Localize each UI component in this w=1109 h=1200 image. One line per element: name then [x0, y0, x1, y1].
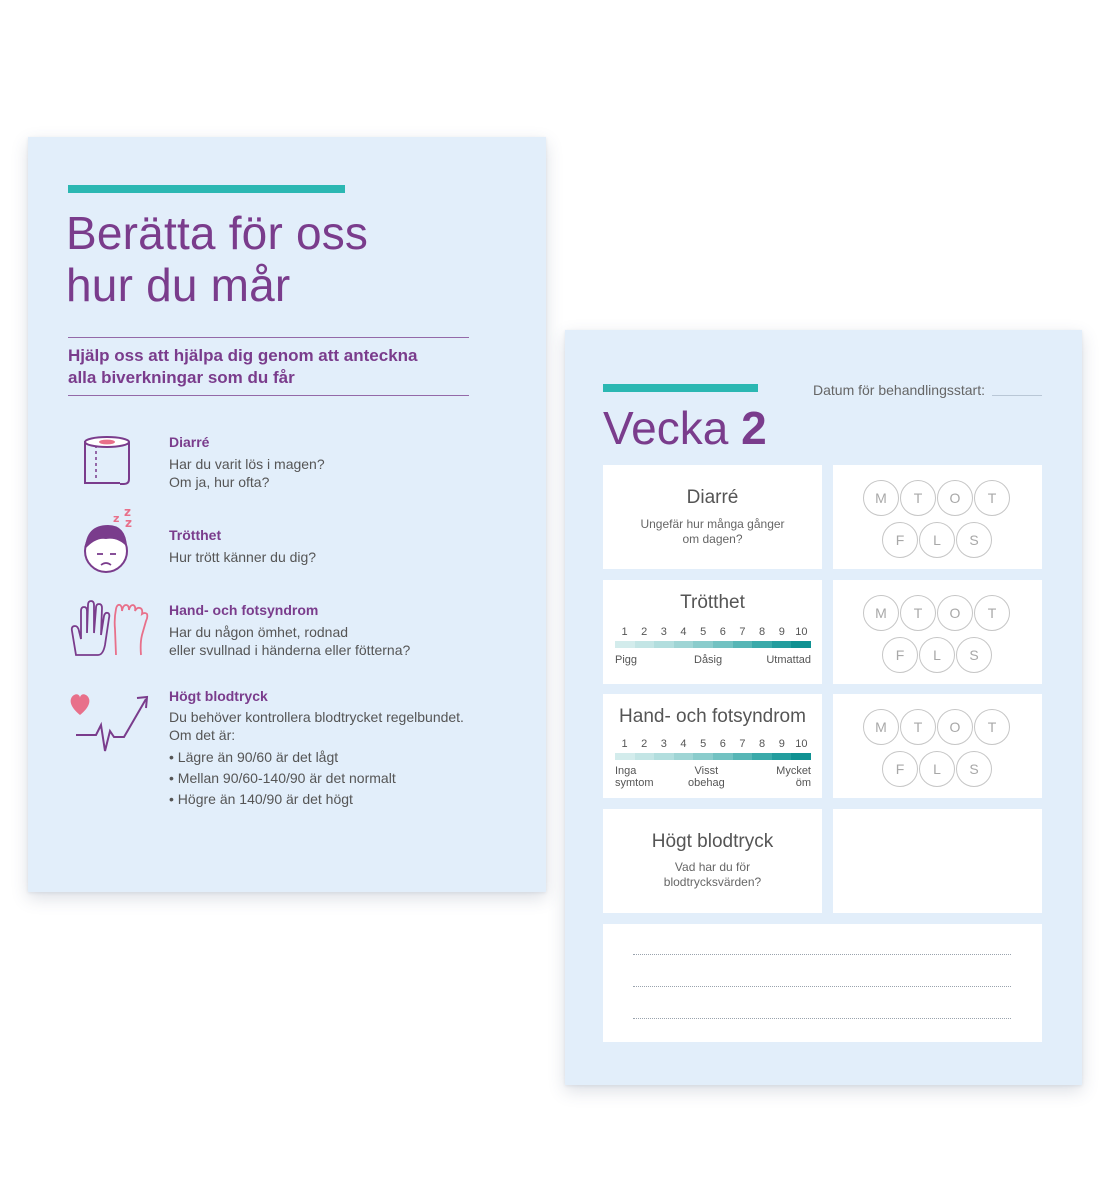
day-circle[interactable]: F: [882, 637, 918, 673]
hand-box: [603, 694, 822, 798]
day-circle[interactable]: T: [900, 480, 936, 516]
blodtryck-question: [603, 860, 822, 890]
item-line: Du behöver kontrollera blodtrycket regelbundet.: [169, 709, 464, 725]
day-circle[interactable]: L: [919, 751, 955, 787]
tired-face-icon: [80, 503, 144, 583]
scale-label-mid: Dåsig: [694, 654, 723, 666]
day-circle[interactable]: M: [863, 480, 899, 516]
item-line: Om ja, hur ofta?: [169, 474, 270, 490]
scale-number[interactable]: 1: [621, 738, 628, 750]
item-title-blodtryck: Högt blodtryck: [169, 688, 268, 704]
scale-segment: [654, 753, 674, 760]
divider-top: [68, 337, 469, 338]
scale-number[interactable]: 6: [719, 738, 726, 750]
day-circle[interactable]: M: [863, 595, 899, 631]
label-line: obehag: [688, 777, 725, 789]
scale-numbers: [615, 626, 811, 638]
start-date-label: Datum för behandlingsstart:: [813, 382, 985, 398]
label-line: symtom: [615, 777, 654, 789]
bp-bullet-list: [169, 747, 464, 810]
scale-number[interactable]: 5: [700, 626, 707, 638]
day-circle[interactable]: O: [937, 480, 973, 516]
svg-text:z: z: [125, 516, 132, 530]
subtitle-line-2: alla biverkningar som du får: [68, 368, 295, 387]
question-line: Ungefär hur många gånger: [640, 517, 785, 531]
item-line: Har du någon ömhet, rodnad: [169, 624, 349, 640]
scale-segment: [752, 641, 772, 648]
scale-segment: [615, 641, 635, 648]
scale-number[interactable]: 5: [700, 738, 707, 750]
notes-line[interactable]: [633, 954, 1011, 955]
scale-number[interactable]: 4: [680, 626, 687, 638]
scale-segment: [733, 753, 753, 760]
day-circle[interactable]: T: [974, 480, 1010, 516]
scale-label-right: [776, 765, 811, 789]
item-text-blodtryck: [169, 708, 464, 810]
label-line: Visst: [694, 765, 719, 777]
bullet-normal: • Mellan 90/60-140/90 är det normalt: [169, 768, 464, 789]
svg-text:z: z: [124, 505, 131, 519]
blodtryck-entry-box[interactable]: [833, 809, 1042, 913]
blodtryck-box: [603, 809, 822, 913]
diarre-box: [603, 465, 822, 569]
info-card: [28, 137, 546, 892]
day-circle[interactable]: M: [863, 709, 899, 745]
scale-number[interactable]: 4: [680, 738, 687, 750]
day-circle[interactable]: S: [956, 522, 992, 558]
scale-label-left: [615, 765, 654, 789]
blodtryck-title: Högt blodtryck: [651, 831, 774, 852]
scale-segment: [674, 753, 694, 760]
question-line: om dagen?: [682, 532, 743, 546]
scale-number[interactable]: 9: [778, 738, 785, 750]
scale-segment: [654, 641, 674, 648]
trotthet-box: [603, 580, 822, 684]
day-circle[interactable]: F: [882, 522, 918, 558]
day-circle[interactable]: O: [937, 595, 973, 631]
scale-segment: [693, 753, 713, 760]
hand-days-box: [833, 694, 1042, 798]
start-date-field[interactable]: [992, 395, 1042, 396]
scale-number[interactable]: 8: [759, 738, 766, 750]
scale-numbers: [615, 738, 811, 750]
item-text-trotthet: [169, 548, 316, 566]
scale-segment: [772, 641, 792, 648]
day-circle[interactable]: O: [937, 709, 973, 745]
scale-label-mid: [688, 765, 725, 789]
notes-line[interactable]: [633, 1018, 1011, 1019]
item-line: Har du varit lös i magen?: [169, 456, 325, 472]
scale-segment: [693, 641, 713, 648]
notes-line[interactable]: [633, 986, 1011, 987]
label-line: öm: [795, 777, 811, 789]
trotthet-title: Trötthet: [680, 592, 745, 613]
scale-segment: [713, 641, 733, 648]
day-circle[interactable]: L: [919, 522, 955, 558]
scale-segment: [615, 753, 635, 760]
week-heading: [603, 400, 767, 456]
title-line-2: hur du mår: [66, 259, 291, 311]
day-circle[interactable]: T: [974, 709, 1010, 745]
day-circle[interactable]: S: [956, 751, 992, 787]
scale-bar: [615, 753, 811, 760]
accent-bar: [68, 185, 345, 193]
scale-number[interactable]: 8: [759, 626, 766, 638]
question-line: blodtrycksvärden?: [663, 875, 762, 889]
day-circle[interactable]: F: [882, 751, 918, 787]
scale-number[interactable]: 7: [739, 738, 746, 750]
scale-segment: [772, 753, 792, 760]
item-text-diarre: [169, 455, 325, 491]
scale-number[interactable]: 7: [739, 626, 746, 638]
notes-box[interactable]: [603, 924, 1042, 1042]
scale-segment: [791, 753, 811, 760]
day-circle[interactable]: S: [956, 637, 992, 673]
scale-segment: [674, 641, 694, 648]
scale-segment: [791, 641, 811, 648]
scale-segment: [733, 641, 753, 648]
item-title-hand: Hand- och fotsyndrom: [169, 602, 319, 618]
scale-label-left: Pigg: [615, 654, 638, 666]
week-word: Vecka: [603, 402, 729, 454]
day-circle[interactable]: T: [900, 709, 936, 745]
scale-number[interactable]: 2: [641, 738, 648, 750]
scale-segment: [713, 753, 733, 760]
svg-text:z: z: [113, 512, 120, 525]
label-line: Inga: [615, 765, 637, 777]
item-line: Hur trött känner du dig?: [169, 549, 317, 565]
scale-number[interactable]: 1: [621, 626, 628, 638]
bullet-low: • Lägre än 90/60 är det lågt: [169, 747, 464, 768]
scale-label-right: Utmattad: [766, 654, 811, 666]
toilet-paper-icon: [80, 433, 136, 489]
item-title-trotthet: Trötthet: [169, 527, 222, 543]
scale-number[interactable]: 2: [641, 626, 648, 638]
divider-bottom: [68, 395, 469, 396]
label-line: Mycket: [776, 765, 811, 777]
diarre-question: [603, 517, 822, 547]
scale-segment: [752, 753, 772, 760]
heart-pulse-icon: [66, 689, 152, 759]
scale-segment: [635, 641, 655, 648]
scale-number[interactable]: 3: [660, 626, 667, 638]
scale-number[interactable]: 9: [778, 626, 785, 638]
trotthet-days-box: [833, 580, 1042, 684]
scale-number[interactable]: 3: [660, 738, 667, 750]
item-title-diarre: Diarré: [169, 434, 210, 450]
title-line-1: Berätta för oss: [66, 207, 369, 259]
question-line: Vad har du för: [674, 860, 751, 874]
scale-number[interactable]: 10: [795, 738, 808, 750]
scale-number[interactable]: 6: [719, 626, 726, 638]
hand-title: Hand- och fotsyndrom: [619, 706, 806, 727]
week-number: 2: [741, 402, 767, 454]
bullet-high: • Högre än 140/90 är det högt: [169, 789, 464, 810]
diarre-days-box: [833, 465, 1042, 569]
accent-bar: [603, 384, 758, 392]
card-subtitle: [68, 345, 468, 389]
hand-foot-icon: [68, 599, 152, 659]
day-circle[interactable]: L: [919, 637, 955, 673]
item-line: Om det är:: [169, 727, 236, 743]
diarre-title: Diarré: [686, 487, 739, 508]
day-circle[interactable]: T: [974, 595, 1010, 631]
day-circle[interactable]: T: [900, 595, 936, 631]
weekly-log-card: [565, 330, 1082, 1085]
card-title: [66, 207, 466, 311]
scale-bar: [615, 641, 811, 648]
item-text-hand: [169, 623, 410, 659]
scale-number[interactable]: 10: [795, 626, 808, 638]
subtitle-line-1: Hjälp oss att hjälpa dig genom att anteckna: [68, 346, 418, 365]
item-line: eller svullnad i händerna eller fötterna?: [169, 642, 411, 658]
scale-segment: [635, 753, 655, 760]
